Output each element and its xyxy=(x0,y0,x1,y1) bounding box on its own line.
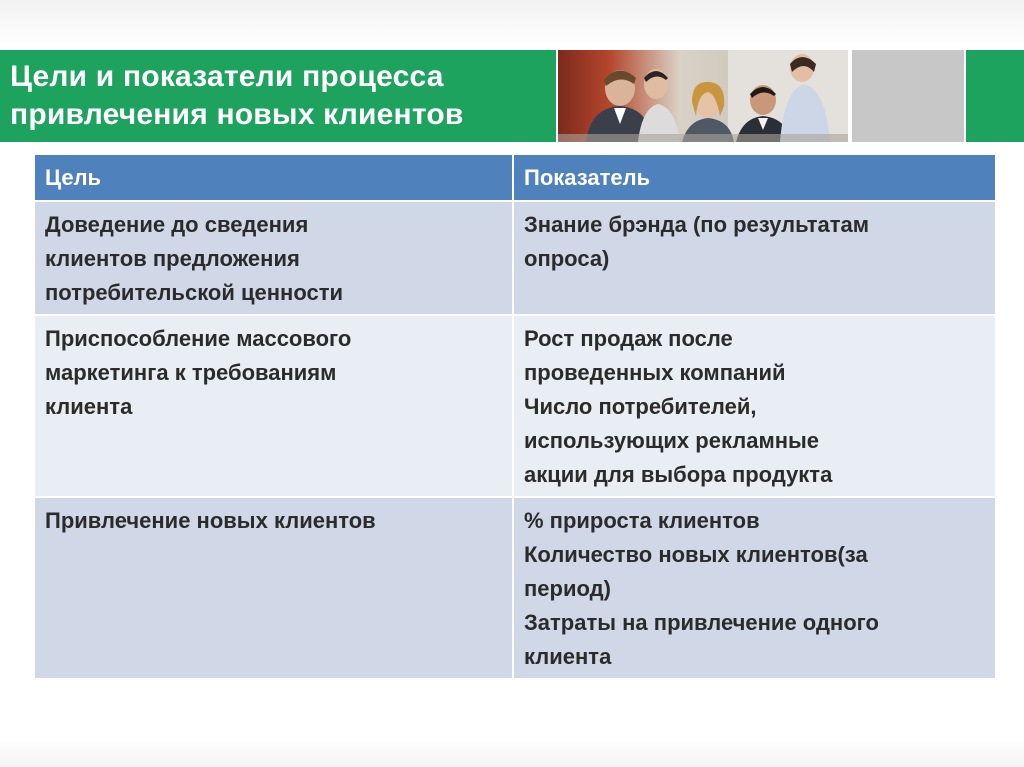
cell-line: период) xyxy=(524,576,611,601)
column-header-indicator: Показатель xyxy=(513,155,995,201)
slide-header xyxy=(0,50,1024,142)
table-row xyxy=(35,201,995,315)
cell-line: Затраты на привлечение одного xyxy=(524,610,879,635)
column-header-goal: Цель xyxy=(35,155,513,201)
cell-line: Знание брэнда (по результатам xyxy=(524,212,869,237)
slide-title xyxy=(10,58,464,134)
goal-cell xyxy=(35,201,513,315)
header-gray-block xyxy=(852,50,964,142)
table-row xyxy=(35,315,995,497)
cell-line: клиентов предложения xyxy=(45,246,300,271)
cell-line: потребительской ценности xyxy=(45,280,344,305)
top-shadow xyxy=(0,0,1024,50)
table-header-row xyxy=(35,155,995,201)
cell-line: акции для выбора продукта xyxy=(524,462,833,487)
team-photo-illustration xyxy=(558,50,848,142)
cell-line: клиента xyxy=(524,644,612,669)
goal-cell xyxy=(35,315,513,497)
team-photo xyxy=(558,50,848,142)
cell-line: маркетинга к требованиям xyxy=(45,360,337,385)
table-row xyxy=(35,497,995,678)
bottom-shadow xyxy=(0,740,1024,767)
cell-line: Приспособление массового xyxy=(45,326,352,351)
header-green-stripe xyxy=(966,50,1024,142)
title-band xyxy=(0,50,556,142)
cell-line: Количество новых клиентов(за xyxy=(524,542,868,567)
cell-line: клиента xyxy=(45,394,133,419)
cell-line: опроса) xyxy=(524,246,610,271)
goals-indicators-table xyxy=(35,155,995,678)
indicator-cell xyxy=(513,497,995,678)
cell-line: Доведение до сведения xyxy=(45,212,309,237)
cell-line: Число потребителей, xyxy=(524,394,757,419)
goal-cell xyxy=(35,497,513,678)
indicator-cell xyxy=(513,201,995,315)
title-line-2: привлечения новых клиентов xyxy=(10,98,464,131)
indicator-cell xyxy=(513,315,995,497)
title-line-1: Цели и показатели процесса xyxy=(10,60,444,93)
cell-line: проведенных компаний xyxy=(524,360,786,385)
cell-line: Рост продаж после xyxy=(524,326,733,351)
cell-line: использующих рекламные xyxy=(524,428,820,453)
cell-line: Привлечение новых клиентов xyxy=(45,508,376,533)
cell-line: % прироста клиентов xyxy=(524,508,760,533)
